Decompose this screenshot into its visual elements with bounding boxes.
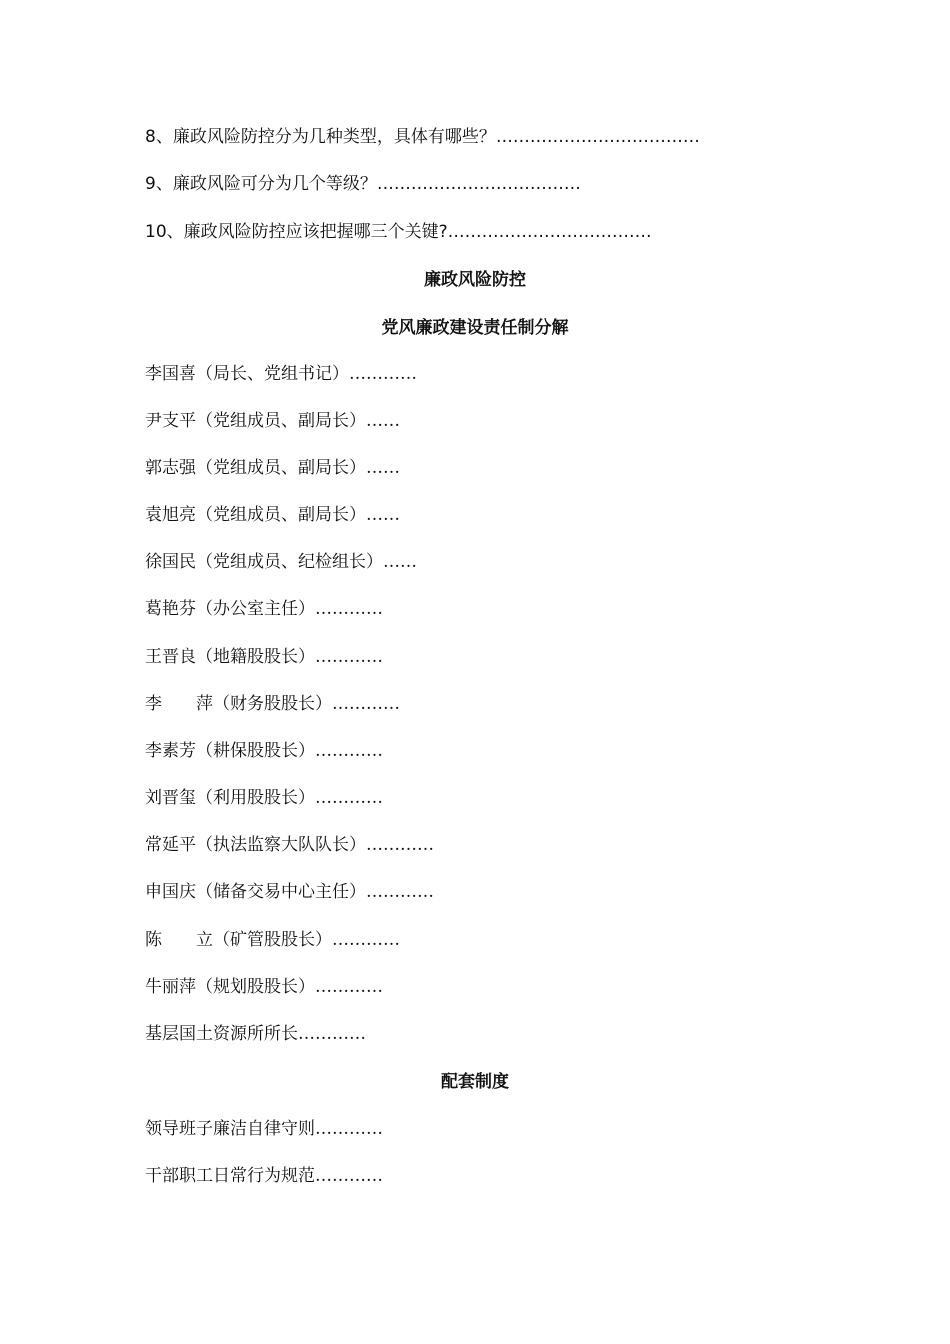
list-item: 袁旭亮（党组成员、副局长）…… xyxy=(145,505,400,525)
question-8: 8、廉政风险防控分为几种类型，具体有哪些？……………………………… xyxy=(145,127,700,147)
list-item: 干部职工日常行为规范………… xyxy=(145,1166,383,1186)
list-item: 葛艳芬（办公室主任）………… xyxy=(145,599,383,619)
question-10: 10、廉政风险防控应该把握哪三个关键?……………………………… xyxy=(145,222,652,242)
list-item: 常延平（执法监察大队队长）………… xyxy=(145,835,434,855)
list-item: 郭志强（党组成员、副局长）…… xyxy=(145,458,400,478)
list-item: 基层国土资源所所长………… xyxy=(145,1024,366,1044)
list-item: 王晋良（地籍股股长）………… xyxy=(145,647,383,667)
list-item: 牛丽萍（规划股股长）………… xyxy=(145,977,383,997)
sub-title: 党风廉政建设责任制分解 xyxy=(381,318,569,338)
list-item: 李素芳（耕保股股长）………… xyxy=(145,741,383,761)
main-title: 廉政风险防控 xyxy=(424,270,526,290)
list-item: 尹支平（党组成员、副局长）…… xyxy=(145,411,400,431)
list-item: 刘晋玺（利用股股长）………… xyxy=(145,788,383,808)
list-item: 领导班子廉洁自律守则………… xyxy=(145,1119,383,1139)
list-item: 申国庆（储备交易中心主任）………… xyxy=(145,882,434,902)
question-9: 9、廉政风险可分为几个等级？……………………………… xyxy=(145,174,581,194)
list-item: 徐国民（党组成员、纪检组长）…… xyxy=(145,552,417,572)
supporting-title: 配套制度 xyxy=(441,1072,509,1092)
list-item: 李国喜（局长、党组书记）………… xyxy=(145,364,417,384)
list-item: 陈 立（矿管股股长）………… xyxy=(145,930,400,950)
list-item: 李 萍（财务股股长）………… xyxy=(145,694,400,714)
